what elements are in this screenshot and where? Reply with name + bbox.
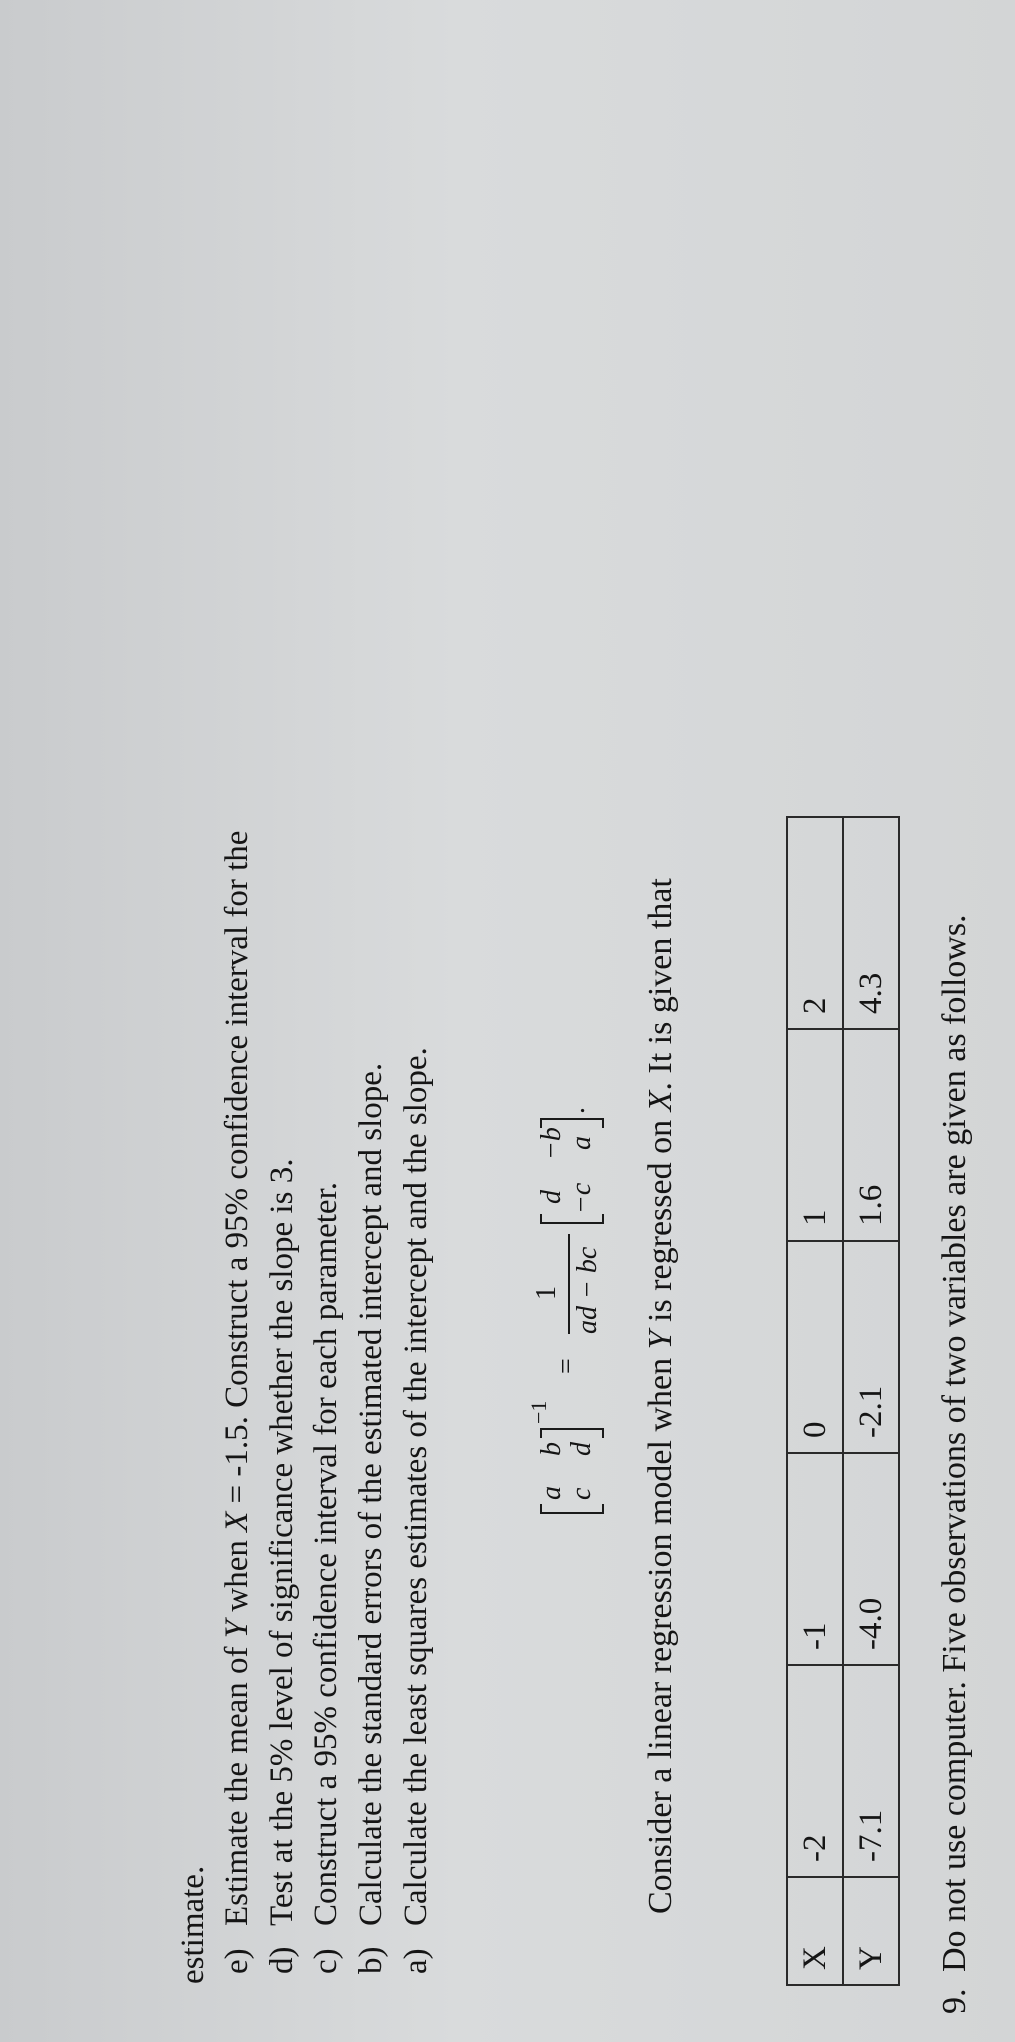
part-b-text: Calculate the standard errors of the estimated intercept and slope.: [353, 1062, 389, 1926]
inverse-exponent: −1: [526, 1400, 551, 1424]
x-value-5: 2: [787, 817, 843, 1029]
formula-period: .: [560, 1107, 591, 1114]
matrix-b: b: [536, 1442, 567, 1456]
adjugate-neg-c: −c: [566, 1182, 597, 1214]
part-e-label: e): [219, 1948, 255, 1974]
y-value-4: 1.6: [843, 1029, 899, 1241]
fraction-bar: [568, 1234, 570, 1334]
consider-y: Y: [642, 1330, 679, 1350]
right-matrix-open-bracket: [540, 1214, 604, 1224]
fraction-numerator: 1: [531, 1286, 562, 1300]
part-e-pre: Estimate the mean of: [219, 1638, 255, 1926]
part-b-label: b): [353, 1946, 389, 1974]
part-a: [398, 1047, 435, 1974]
table-row-y: [843, 817, 899, 1985]
consider-post: . It is given that: [642, 878, 679, 1091]
consider-mid: is regressed on: [642, 1111, 679, 1331]
x-value-3: 0: [787, 1241, 843, 1453]
left-matrix-open-bracket: [540, 1504, 604, 1514]
part-e-y: Y: [219, 1619, 255, 1639]
part-d-label: d): [264, 1946, 300, 1974]
y-value-2: -4.0: [843, 1453, 899, 1665]
table-row-x: [787, 817, 843, 1985]
part-d-text: Test at the 5% level of significance whether the slope is 3.: [264, 1158, 300, 1926]
observations-table: [786, 816, 900, 1986]
part-b: [353, 1063, 390, 1974]
part-e: [219, 831, 256, 1974]
question-heading: [936, 914, 974, 2014]
part-e-continuation: estimate.: [175, 1865, 211, 1984]
part-e-post: = -1.5. Construct a 95% confidence interval for the: [219, 830, 255, 1512]
x-value-1: -2: [787, 1665, 843, 1877]
equals-sign: =: [551, 1358, 582, 1374]
x-value-4: 1: [787, 1029, 843, 1241]
matrix-d: d: [566, 1442, 597, 1456]
fraction-denominator: ad − bc: [572, 1246, 603, 1334]
matrix-c: c: [566, 1487, 597, 1500]
y-value-5: 4.3: [843, 817, 899, 1029]
part-e-x: X: [219, 1511, 255, 1532]
part-c-label: c): [308, 1948, 344, 1974]
consider-sentence: [642, 878, 680, 1914]
adjugate-a: a: [566, 1136, 597, 1150]
y-value-3: -2.1: [843, 1241, 899, 1453]
part-c-text: Construct a 95% confidence interval for each parameter.: [308, 1182, 344, 1926]
right-matrix-close-bracket: [540, 1118, 604, 1128]
row-y-label: Y: [843, 1877, 899, 1985]
consider-x: X: [642, 1090, 679, 1112]
y-value-1: -7.1: [843, 1665, 899, 1877]
consider-pre: Consider a linear regression model when: [642, 1349, 679, 1914]
question-text: Do not use computer. Five observations of two variables are given as follows.: [936, 914, 973, 1972]
part-d: [264, 1159, 301, 1974]
question-number: 9.: [936, 1988, 973, 2014]
adjugate-d: d: [536, 1190, 567, 1204]
part-a-label: a): [398, 1948, 434, 1974]
part-e-mid: when: [219, 1531, 255, 1620]
part-a-text: Calculate the least squares estimates of the intercept and the slope.: [398, 1047, 434, 1926]
part-c: [308, 1182, 345, 1974]
x-value-2: -1: [787, 1453, 843, 1665]
matrix-a: a: [536, 1486, 567, 1500]
row-x-label: X: [787, 1877, 843, 1985]
adjugate-neg-b: −b: [536, 1127, 567, 1160]
left-matrix-close-bracket: [540, 1428, 604, 1438]
